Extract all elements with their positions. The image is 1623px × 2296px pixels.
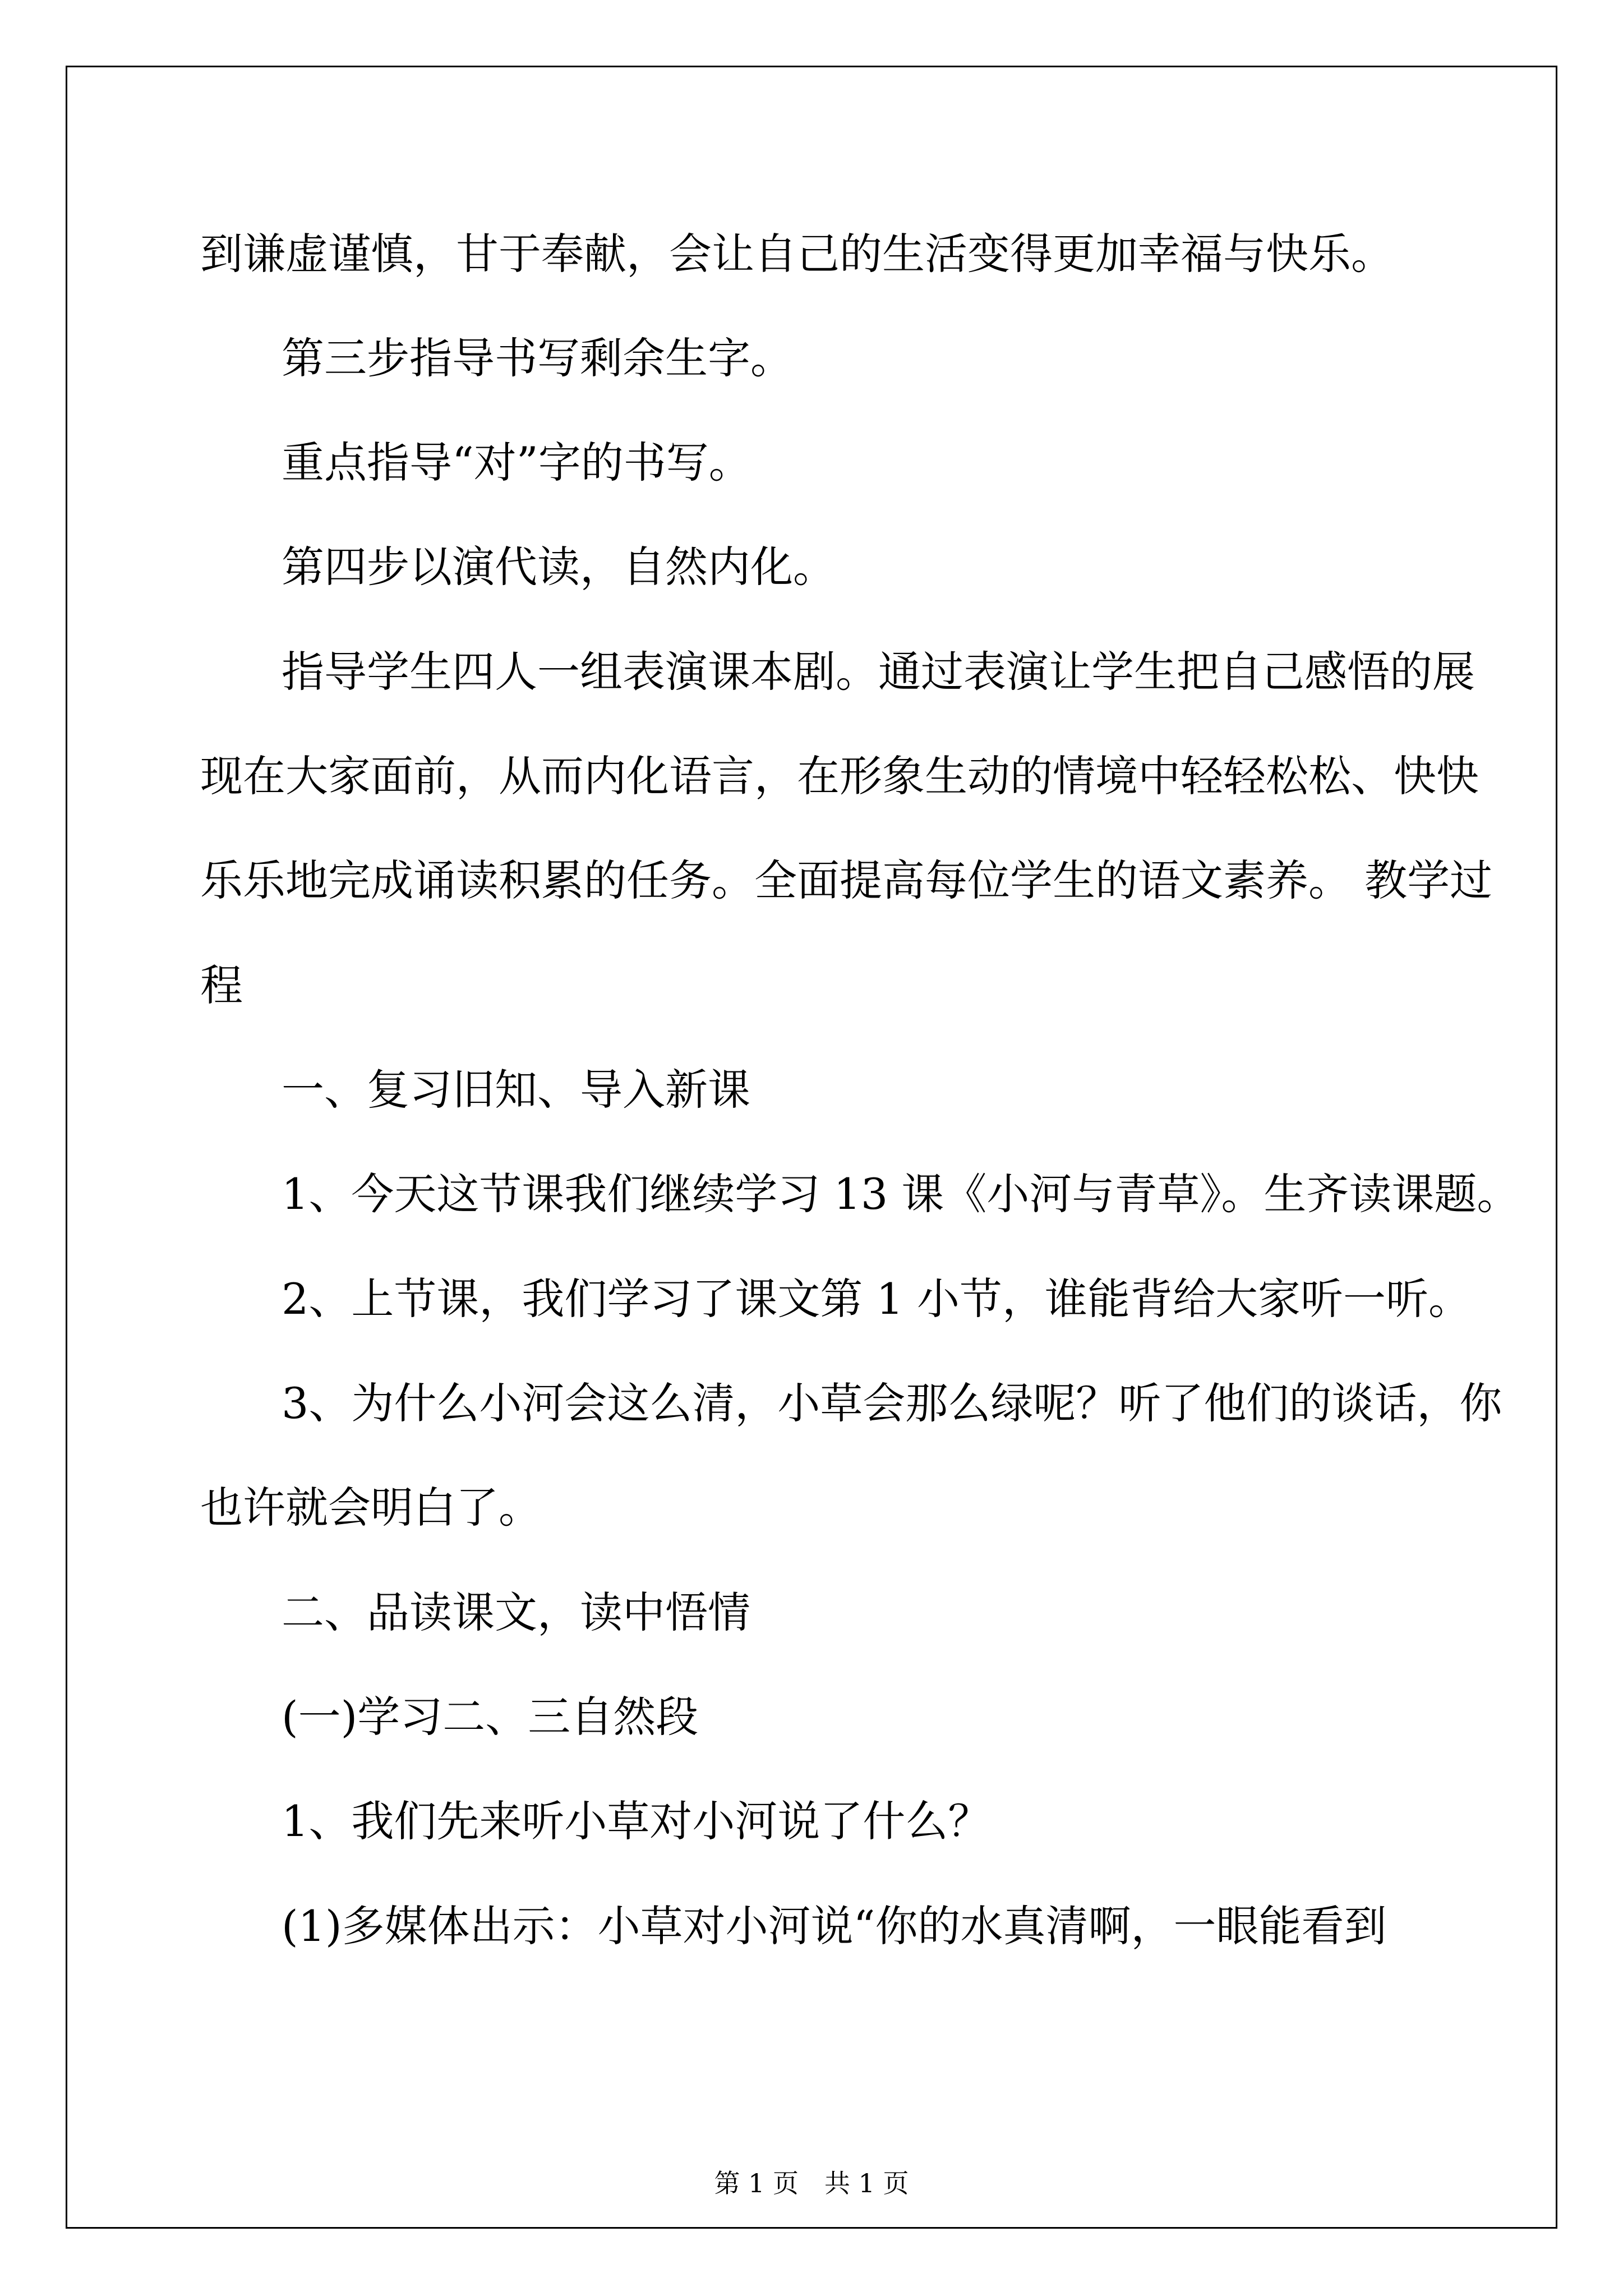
text-line-2: 第三步指导书写剩余生字。 bbox=[282, 333, 793, 383]
text-line-10: 1、今天这节课我们继续学习 13 课《小河与青草》。生齐读课题。 bbox=[282, 1169, 1520, 1219]
text-line-4: 第四步以演代读，自然内化。 bbox=[282, 542, 836, 592]
text-line-1: 到谦虚谨慎，甘于奉献，会让自己的生活变得更加幸福与快乐。 bbox=[200, 229, 1394, 279]
text-line-12: 3、为什么小河会这么清，小草会那么绿呢？听了他们的谈话，你 bbox=[282, 1378, 1502, 1428]
text-line-11: 2、上节课，我们学习了课文第 1 小节，谁能背给大家听一听。 bbox=[282, 1274, 1472, 1324]
text-line-15: (一)学习二、三自然段 bbox=[282, 1692, 699, 1742]
page-footer: 第 1 页 共 1 页 bbox=[714, 2168, 909, 2198]
text-line-16: 1、我们先来听小草对小河说了什么？ bbox=[282, 1796, 991, 1846]
text-line-9: 一、复习旧知、导入新课 bbox=[282, 1065, 750, 1115]
text-line-8: 程 bbox=[200, 960, 243, 1010]
text-line-17: (1)多媒体出示：小草对小河说“你的水真清啊，一眼能看到 bbox=[282, 1901, 1387, 1951]
text-line-14: 二、品读课文，读中悟情 bbox=[282, 1588, 750, 1637]
text-line-7: 乐乐地完成诵读积累的任务。全面提高每位学生的语文素养。 教学过 bbox=[200, 855, 1493, 905]
text-line-6: 现在大家面前，从而内化语言，在形象生动的情境中轻轻松松、快快 bbox=[200, 751, 1479, 801]
text-line-5: 指导学生四人一组表演课本剧。通过表演让学生把自己感悟的展 bbox=[282, 647, 1475, 697]
text-line-13: 也许就会明白了。 bbox=[200, 1483, 541, 1533]
text-line-3: 重点指导“对”字的书写。 bbox=[282, 438, 751, 487]
